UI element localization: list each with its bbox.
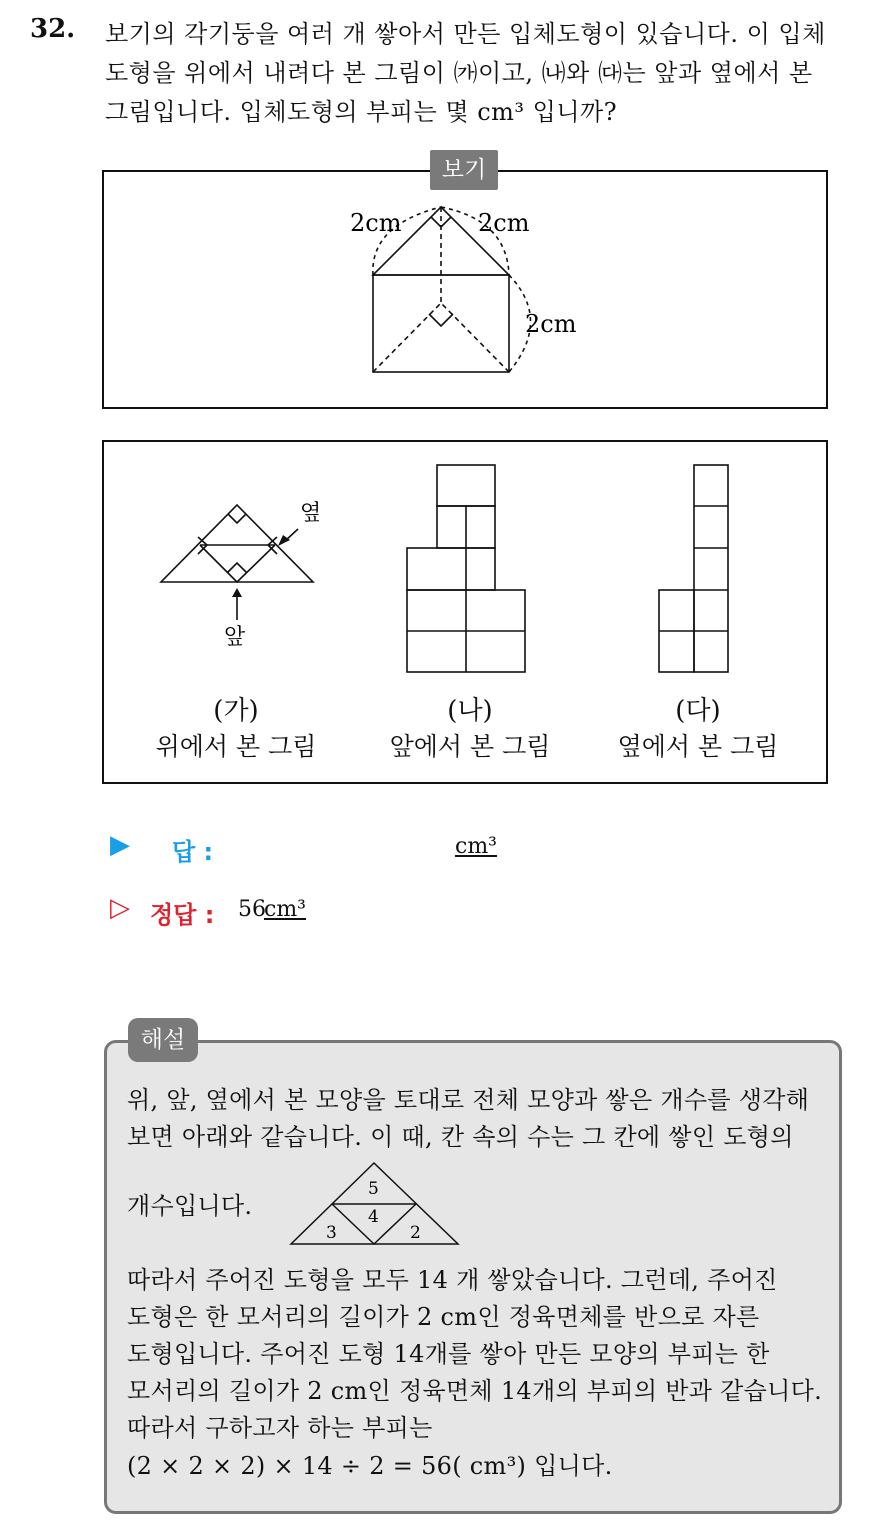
dim-label-right: 2cm <box>478 209 530 237</box>
top-view <box>161 505 313 582</box>
caption-ga-letter: (가) <box>213 696 259 726</box>
dim-label-left: 2cm <box>350 209 402 237</box>
count-right: 2 <box>410 1223 421 1243</box>
solution-line-6: 도형입니다. 주어진 도형 14개를 쌓아 만든 모양의 부피는 한 <box>127 1340 770 1368</box>
solution-line-3: 개수입니다. <box>127 1192 253 1220</box>
count-left: 3 <box>326 1223 337 1243</box>
front-arrow-head <box>232 588 242 597</box>
side-view <box>659 465 728 672</box>
prism-figure <box>102 170 828 410</box>
solution-line-4: 따라서 주어진 도형을 모두 14 개 쌓았습니다. 그런데, 주어진 <box>127 1266 778 1294</box>
solution-line-5: 도형은 한 모서리의 길이가 2 cm인 정육면체를 반으로 자른 <box>127 1303 760 1331</box>
solution-line-9: (2 × 2 × 2) × 14 ÷ 2 = 56( cm³) 입니다. <box>127 1452 613 1480</box>
question-number: 32. <box>30 14 76 44</box>
correct-value: 56 <box>238 897 266 922</box>
caption-na-text: 앞에서 본 그림 <box>389 732 551 761</box>
caption-ga-text: 위에서 본 그림 <box>155 732 317 761</box>
side-label: 옆 <box>300 501 322 526</box>
answer-marker: ▶ <box>110 830 130 860</box>
correct-unit: cm³ <box>264 897 307 922</box>
answer-label: 답 : <box>172 838 214 866</box>
side-arrow-head <box>278 535 290 546</box>
right-angle-mark-bottom <box>429 314 453 326</box>
front-view <box>407 465 525 672</box>
solution-tag: 해설 <box>128 1018 198 1062</box>
question-line-1: 보기의 각기둥을 여러 개 쌓아서 만든 입체도형이 있습니다. 이 입체 <box>105 20 826 48</box>
views-figure <box>102 440 828 690</box>
question-line-2: 도형을 위에서 내려다 본 그림이 ㈎이고, ㈏와 ㈐는 앞과 옆에서 본 <box>105 59 813 87</box>
solution-line-8: 따라서 구하고자 하는 부피는 <box>127 1414 433 1442</box>
count-diagram <box>288 1160 463 1250</box>
solution-line-2: 보면 아래와 같습니다. 이 때, 칸 속의 수는 그 칸에 쌓인 도형의 <box>127 1123 794 1151</box>
caption-da-letter: (다) <box>675 696 721 726</box>
dim-label-height: 2cm <box>525 310 577 338</box>
solution-line-7: 모서리의 길이가 2 cm인 정육면체 14개의 부피의 반과 같습니다. <box>127 1377 822 1405</box>
correct-marker: ▷ <box>110 893 130 923</box>
question-line-3: 그림입니다. 입체도형의 부피는 몇 cm³ 입니까? <box>105 98 618 126</box>
caption-da-text: 옆에서 본 그림 <box>617 732 779 761</box>
caption-na-letter: (나) <box>447 696 493 726</box>
solution-line-1: 위, 앞, 옆에서 본 모양을 토대로 전체 모양과 쌓은 개수를 생각해 <box>127 1086 810 1114</box>
bogi-tag: 보기 <box>430 150 498 190</box>
front-label: 앞 <box>224 625 246 650</box>
hidden-edge-bottom <box>373 303 509 372</box>
count-center: 4 <box>368 1207 379 1227</box>
count-top: 5 <box>368 1179 379 1199</box>
correct-label: 정답 : <box>150 901 215 929</box>
answer-unit: cm³ <box>455 834 498 859</box>
